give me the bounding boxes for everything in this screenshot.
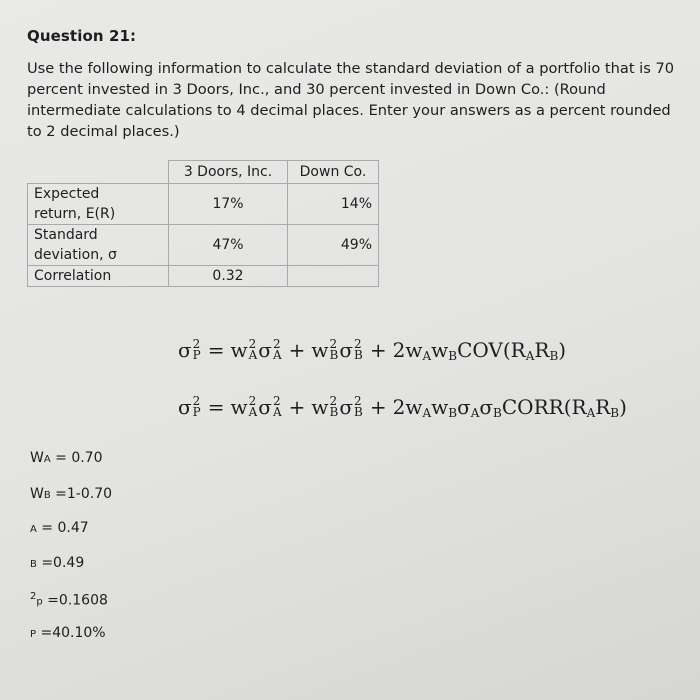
question-title: Question 21: [27, 27, 137, 45]
value-sigma-a: A = 0.47 [30, 520, 89, 536]
question-prompt: Use the following information to calculate the standard deviation of a portfolio that is 70 percent invested in 3 Doors, Inc., and 30 percent invested in Down Co.: (Round intermediate calculations to 4 decimal places. Enter your answers as a percent rounded to 2 decimal places.) [27, 60, 675, 140]
column-header-3-doors: 3 Doors, Inc. [169, 161, 288, 184]
information-table [27, 160, 379, 287]
row-label-line: Standard [34, 227, 98, 243]
cell-down-co-expected-return: 14% [288, 184, 379, 225]
cell-down-co-standard-deviation: 49% [288, 225, 379, 266]
value-weight-b: WB =1-0.70 [30, 486, 113, 502]
cell-correlation-value: 0.32 [169, 266, 288, 287]
table-row-expected-return [28, 184, 379, 225]
formula-corr-term: CORR(R [501, 395, 587, 419]
value-portfolio-variance: $^2$p =0.1608 [30, 591, 108, 609]
row-label-correlation: Correlation [28, 266, 169, 287]
table-corner-cell [28, 161, 169, 184]
portfolio-variance-formula-corr: σ 2 P = w 2 A σ 2 A + w 2 B σ 2 B + 2w A w B σ A σ B CORR(R A R B ) [178, 394, 627, 420]
cell-correlation-empty [288, 266, 379, 287]
portfolio-variance-formula-cov: σ 2 P = w 2 A σ 2 A + w 2 B σ 2 B + 2w A w B COV(R A R B ) [178, 337, 567, 363]
value-weight-a: WA = 0.70 [30, 450, 103, 466]
value-sigma-b: B =0.49 [30, 555, 85, 571]
formula-cov-term: COV(R [457, 338, 526, 362]
table-row-standard-deviation [28, 225, 379, 266]
table-row-correlation [28, 266, 379, 287]
column-header-down-co: Down Co. [288, 161, 379, 184]
cell-3-doors-expected-return: 17% [169, 184, 288, 225]
cell-3-doors-standard-deviation: 47% [169, 225, 288, 266]
row-label-line: Expected [34, 186, 100, 202]
row-label-line: return, E(R) [34, 206, 116, 222]
value-portfolio-std-dev: P =40.10% [30, 625, 106, 641]
row-label-standard-deviation [28, 225, 169, 266]
row-label-expected-return [28, 184, 169, 225]
row-label-line: deviation, σ [34, 247, 117, 263]
